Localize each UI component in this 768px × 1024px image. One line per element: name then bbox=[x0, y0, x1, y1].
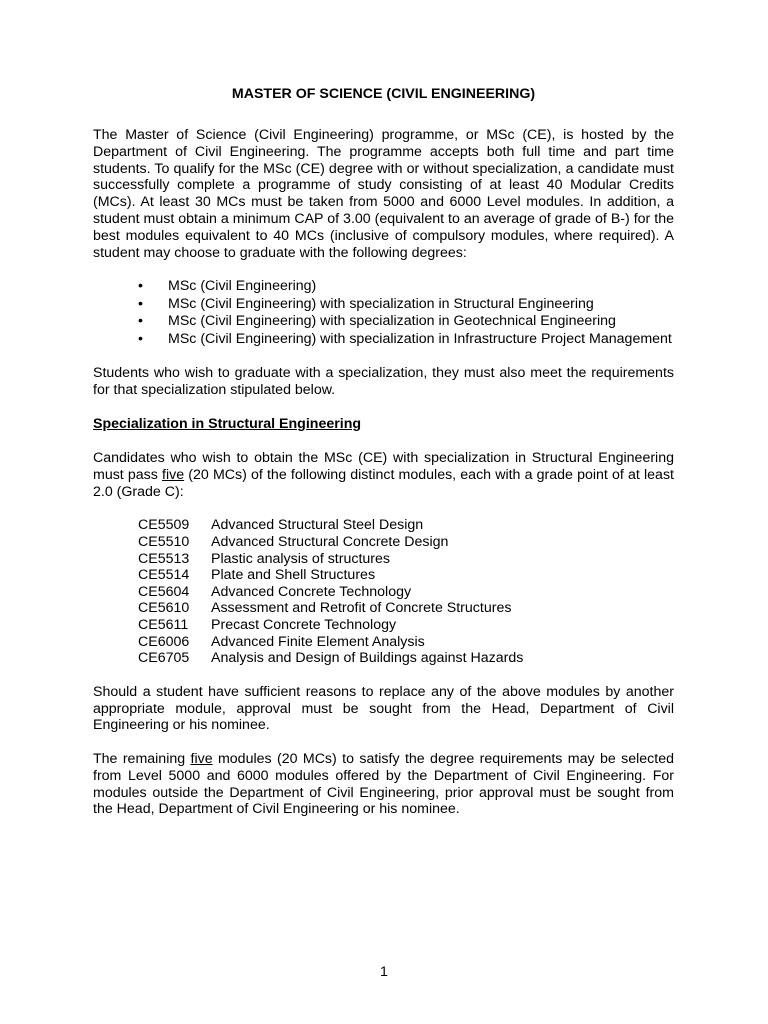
module-row bbox=[93, 534, 674, 551]
list-item bbox=[93, 296, 674, 314]
section-intro-underlined: five bbox=[162, 466, 185, 483]
module-name: Advanced Structural Concrete Design bbox=[211, 533, 449, 550]
module-name: Precast Concrete Technology bbox=[211, 616, 397, 633]
module-code: CE6705 bbox=[138, 650, 190, 667]
module-name: Plastic analysis of structures bbox=[211, 550, 390, 567]
replacement-note: Should a student have sufficient reasons to replace any of the above modules by another appropriate module, approval must be sought from the Head, Department of Civil Engineering or his nominee. bbox=[93, 683, 674, 734]
module-code: CE6006 bbox=[138, 633, 190, 650]
module-name: Assessment and Retrofit of Concrete Structures bbox=[211, 600, 512, 617]
module-code: CE5509 bbox=[138, 517, 190, 534]
remaining-before: The remaining bbox=[93, 751, 191, 768]
remaining-modules-paragraph bbox=[93, 751, 674, 818]
intro-paragraph: The Master of Science (Civil Engineering) programme, or MSc (CE), is hosted by the Department of Civil Engineering. The programme accepts both full time and part time students. To qualify for the MSc (CE) degree with or without specialization, a candidate must successfully complete a programme of study consisting of at least 40 Modular Credits (MCs). At least 30 MCs must be taken from 5000 and 6000 Level modules. In addition, a student must obtain a minimum CAP of 3.00 (equivalent to an average of grade of B-) for the best modules equivalent to 40 MCs (inclusive of compulsory modules, where required). A student may choose to graduate with the following degrees: bbox=[93, 127, 674, 261]
module-name: Advanced Structural Steel Design bbox=[211, 517, 424, 534]
section-heading: Specialization in Structural Engineering bbox=[93, 415, 362, 432]
module-name: Advanced Concrete Technology bbox=[211, 583, 412, 600]
page-number: 1 bbox=[380, 964, 388, 980]
section-intro-after: (20 MCs) of the following distinct modules, each with a grade point of at least 2.0 (Grade C): bbox=[93, 466, 674, 500]
module-row bbox=[93, 600, 674, 617]
module-list bbox=[93, 517, 674, 666]
module-row bbox=[93, 567, 674, 584]
module-code: CE5513 bbox=[138, 550, 190, 567]
module-code: CE5514 bbox=[138, 567, 190, 584]
section-intro-before: Candidates who wish to obtain the MSc (CE) with specialization in Structural Engineering must pass bbox=[93, 449, 674, 483]
degree-text: MSc (Civil Engineering) with specialization in Geotechnical Engineering bbox=[168, 313, 616, 330]
module-name: Plate and Shell Structures bbox=[211, 567, 376, 584]
list-item bbox=[93, 313, 674, 331]
bullet-icon: • bbox=[138, 295, 143, 312]
module-row bbox=[93, 617, 674, 634]
module-code: CE5604 bbox=[138, 583, 190, 600]
degree-text: MSc (Civil Engineering) with specialization in Infrastructure Project Management bbox=[168, 330, 672, 347]
degree-list bbox=[93, 278, 674, 348]
module-row bbox=[93, 517, 674, 534]
specialization-note: Students who wish to graduate with a specialization, they must also meet the requirements for that specialization stipulated below. bbox=[93, 365, 674, 399]
module-code: CE5510 bbox=[138, 533, 190, 550]
module-code: CE5611 bbox=[138, 616, 189, 633]
module-row bbox=[93, 584, 674, 601]
module-row bbox=[93, 650, 674, 667]
module-row bbox=[93, 551, 674, 568]
remaining-underlined: five bbox=[190, 751, 213, 768]
list-item bbox=[93, 331, 674, 349]
degree-text: MSc (Civil Engineering) bbox=[168, 278, 317, 295]
module-name: Analysis and Design of Buildings against Hazards bbox=[211, 650, 524, 667]
document-content bbox=[93, 86, 674, 818]
module-name: Advanced Finite Element Analysis bbox=[211, 633, 425, 650]
module-code: CE5610 bbox=[138, 600, 190, 617]
bullet-icon: • bbox=[138, 278, 143, 295]
remaining-after: modules (20 MCs) to satisfy the degree requirements may be selected from Level 5000 and 6000 modules offered by the Department of Civil Engineering. For modules outside the Department of Civil Engineering, prior approval must be sought from the Head, Department of Civil Engineering or his nominee. bbox=[93, 751, 674, 818]
module-row bbox=[93, 634, 674, 651]
bullet-icon: • bbox=[138, 313, 143, 330]
section-intro bbox=[93, 450, 674, 500]
bullet-icon: • bbox=[138, 330, 143, 347]
degree-text: MSc (Civil Engineering) with specialization in Structural Engineering bbox=[168, 295, 594, 312]
list-item bbox=[93, 278, 674, 296]
document-title: MASTER OF SCIENCE (CIVIL ENGINEERING) bbox=[231, 86, 536, 102]
